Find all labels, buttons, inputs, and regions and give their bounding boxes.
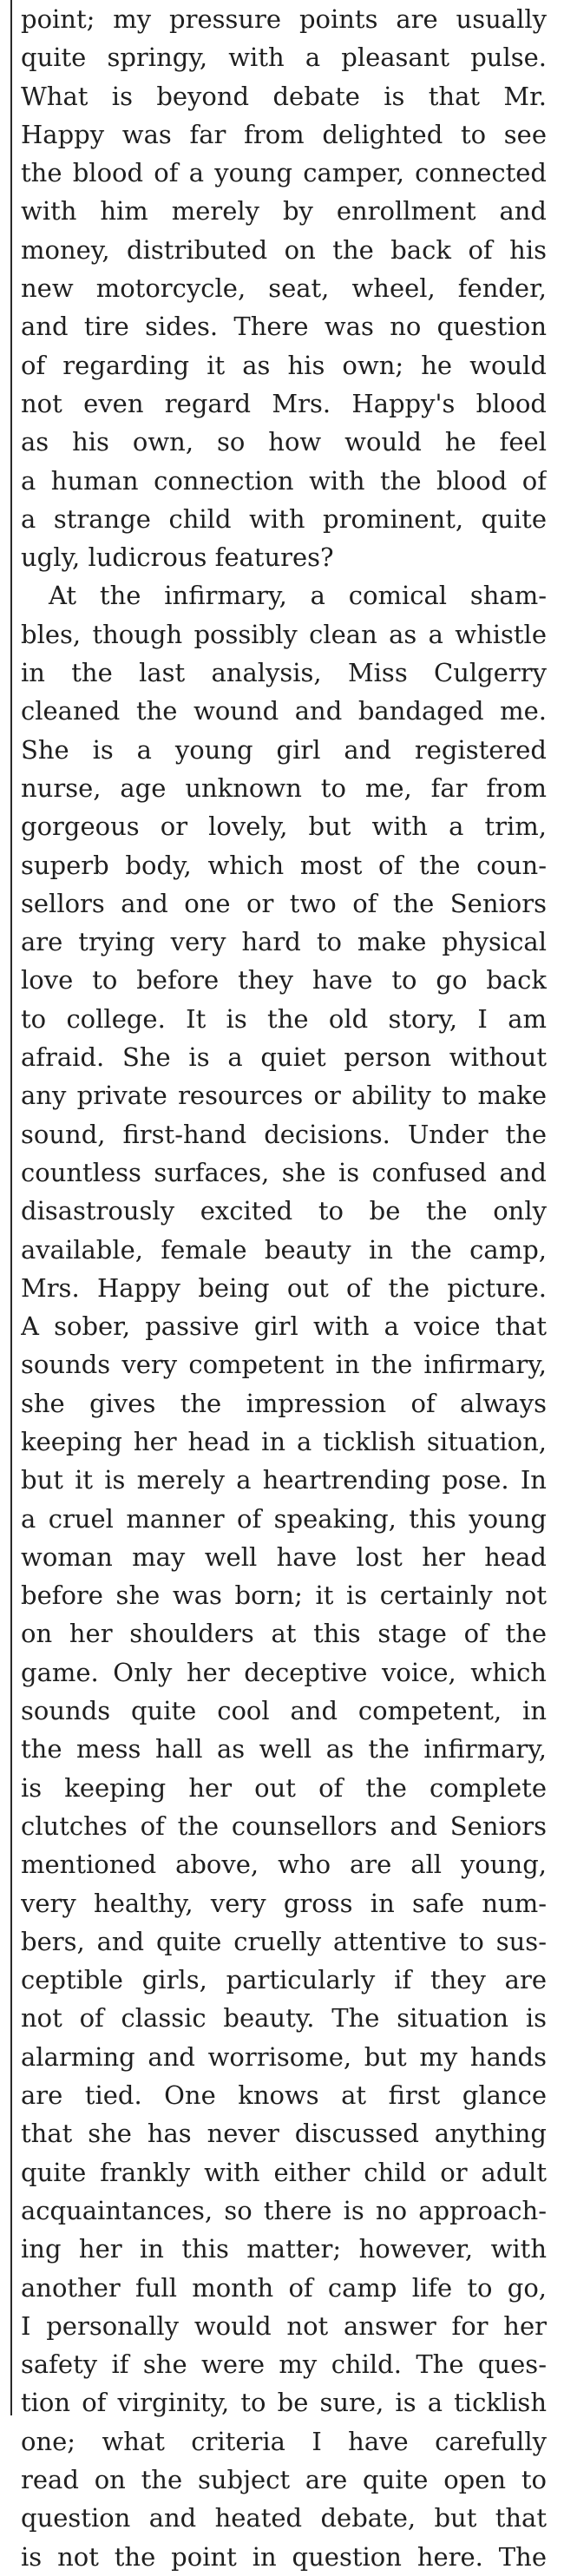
text-line: available, female beauty in the camp,: [21, 1234, 547, 1265]
text-line: nurse, age unknown to me, far from: [21, 772, 547, 803]
text-line: superb body, which most of the coun-: [21, 850, 547, 880]
text-line: of regarding it as his own; he would: [21, 350, 547, 380]
text-line: disastrously excited to be the only: [21, 1196, 547, 1226]
text-line: but it is merely a heartrending pose. In: [21, 1465, 547, 1495]
text-line: gorgeous or lovely, but with a trim,: [21, 812, 547, 842]
text-line: cleaned the wound and bandaged me.: [21, 696, 547, 726]
text-line: clutches of the counsellors and Seniors: [21, 1810, 547, 1841]
text-line: are tied. One knows at first glance: [21, 2080, 547, 2111]
text-line: quite frankly with either child or adult: [21, 2157, 547, 2187]
text-line: alarming and worrisome, but my hands: [21, 2041, 547, 2072]
text-line: acquaintances, so there is no approach-: [21, 2195, 547, 2225]
text-line: sounds quite cool and competent, in: [21, 1696, 547, 1726]
text-line: very healthy, very gross in safe num-: [21, 1888, 547, 1918]
text-line: in the last analysis, Miss Culgerry: [21, 658, 547, 688]
text-line: before she was born; it is certainly not: [21, 1580, 547, 1611]
text-line: she gives the impression of always: [21, 1388, 547, 1418]
text-line: a human connection with the blood of: [21, 465, 547, 496]
paragraph-1: [21, 0, 547, 576]
column-rule: [10, 0, 12, 2415]
text-line: sellors and one or two of the Seniors: [21, 888, 547, 918]
text-line: a strange child with prominent, quite: [21, 503, 547, 534]
text-line: A sober, passive girl with a voice that: [21, 1311, 547, 1342]
text-line: mentioned above, who are all young,: [21, 1850, 547, 1880]
text-line: to college. It is the old story, I am: [21, 1003, 547, 1034]
text-line: not of classic beauty. The situation is: [21, 2003, 547, 2034]
text-line: game. Only her deceptive voice, which: [21, 1657, 547, 1687]
text-line: At the infirmary, a comical sham-: [49, 581, 547, 611]
text-line: bles, though possibly clean as a whistle: [21, 619, 547, 649]
text-line: quite springy, with a pleasant pulse.: [21, 43, 547, 73]
text-line: any private resources or ability to make: [21, 1081, 547, 1111]
text-line: I personally would not answer for her: [21, 2310, 547, 2341]
text-line: ing her in this matter; however, with: [21, 2234, 547, 2264]
text-line: afraid. She is a quiet person without: [21, 1042, 547, 1073]
text-column: [21, 0, 547, 2576]
text-line: love to before they have to go back: [21, 965, 547, 996]
text-line: keeping her head in a ticklish situation,: [21, 1426, 547, 1456]
text-line: tion of virginity, to be sure, is a ticklish: [21, 2388, 547, 2418]
text-line: What is beyond debate is that Mr.: [21, 81, 547, 111]
text-line: Happy was far from delighted to see: [21, 119, 547, 149]
text-line: another full month of camp life to go,: [21, 2272, 547, 2303]
text-line: ugly, ludicrous features?: [21, 542, 334, 573]
text-line: point; my pressure points are usually: [21, 4, 547, 34]
text-line: sound, first-hand decisions. Under the: [21, 1119, 547, 1149]
text-line: ceptible girls, particularly if they are: [21, 1965, 547, 1995]
text-line: one; what criteria I have carefully: [21, 2426, 547, 2456]
text-line: read on the subject are quite open to: [21, 2465, 547, 2494]
text-line: the blood of a young camper, connected: [21, 158, 547, 188]
text-line: money, distributed on the back of his: [21, 234, 547, 265]
text-line: is not the point in question here. The: [21, 2541, 547, 2572]
text-line: countless surfaces, she is confused and: [21, 1157, 547, 1187]
text-line: woman may well have lost her head: [21, 1541, 547, 1572]
paragraph-2: [21, 576, 547, 2575]
text-line: and tire sides. There was no question: [21, 312, 547, 342]
text-line: is keeping her out of the complete: [21, 1772, 547, 1803]
text-line: the mess hall as well as the infirmary,: [21, 1734, 547, 1764]
text-line: a cruel manner of speaking, this young: [21, 1503, 547, 1534]
text-line: as his own, so how would he feel: [21, 427, 547, 457]
text-line: safety if she were my child. The ques-: [21, 2349, 547, 2380]
text-line: on her shoulders at this stage of the: [21, 1619, 547, 1649]
text-line: with him merely by enrollment and: [21, 196, 547, 227]
text-line: that she has never discussed anything: [21, 2119, 547, 2149]
text-line: are trying very hard to make physical: [21, 927, 547, 957]
text-line: She is a young girl and registered: [21, 734, 547, 765]
text-line: sounds very competent in the infirmary,: [21, 1350, 547, 1380]
text-line: Mrs. Happy being out of the picture.: [21, 1272, 547, 1303]
text-line: new motorcycle, seat, wheel, fender,: [21, 273, 547, 304]
text-line: not even regard Mrs. Happy's blood: [21, 388, 547, 418]
text-line: question and heated debate, but that: [21, 2503, 547, 2533]
text-line: bers, and quite cruelly attentive to sus-: [21, 1926, 547, 1956]
